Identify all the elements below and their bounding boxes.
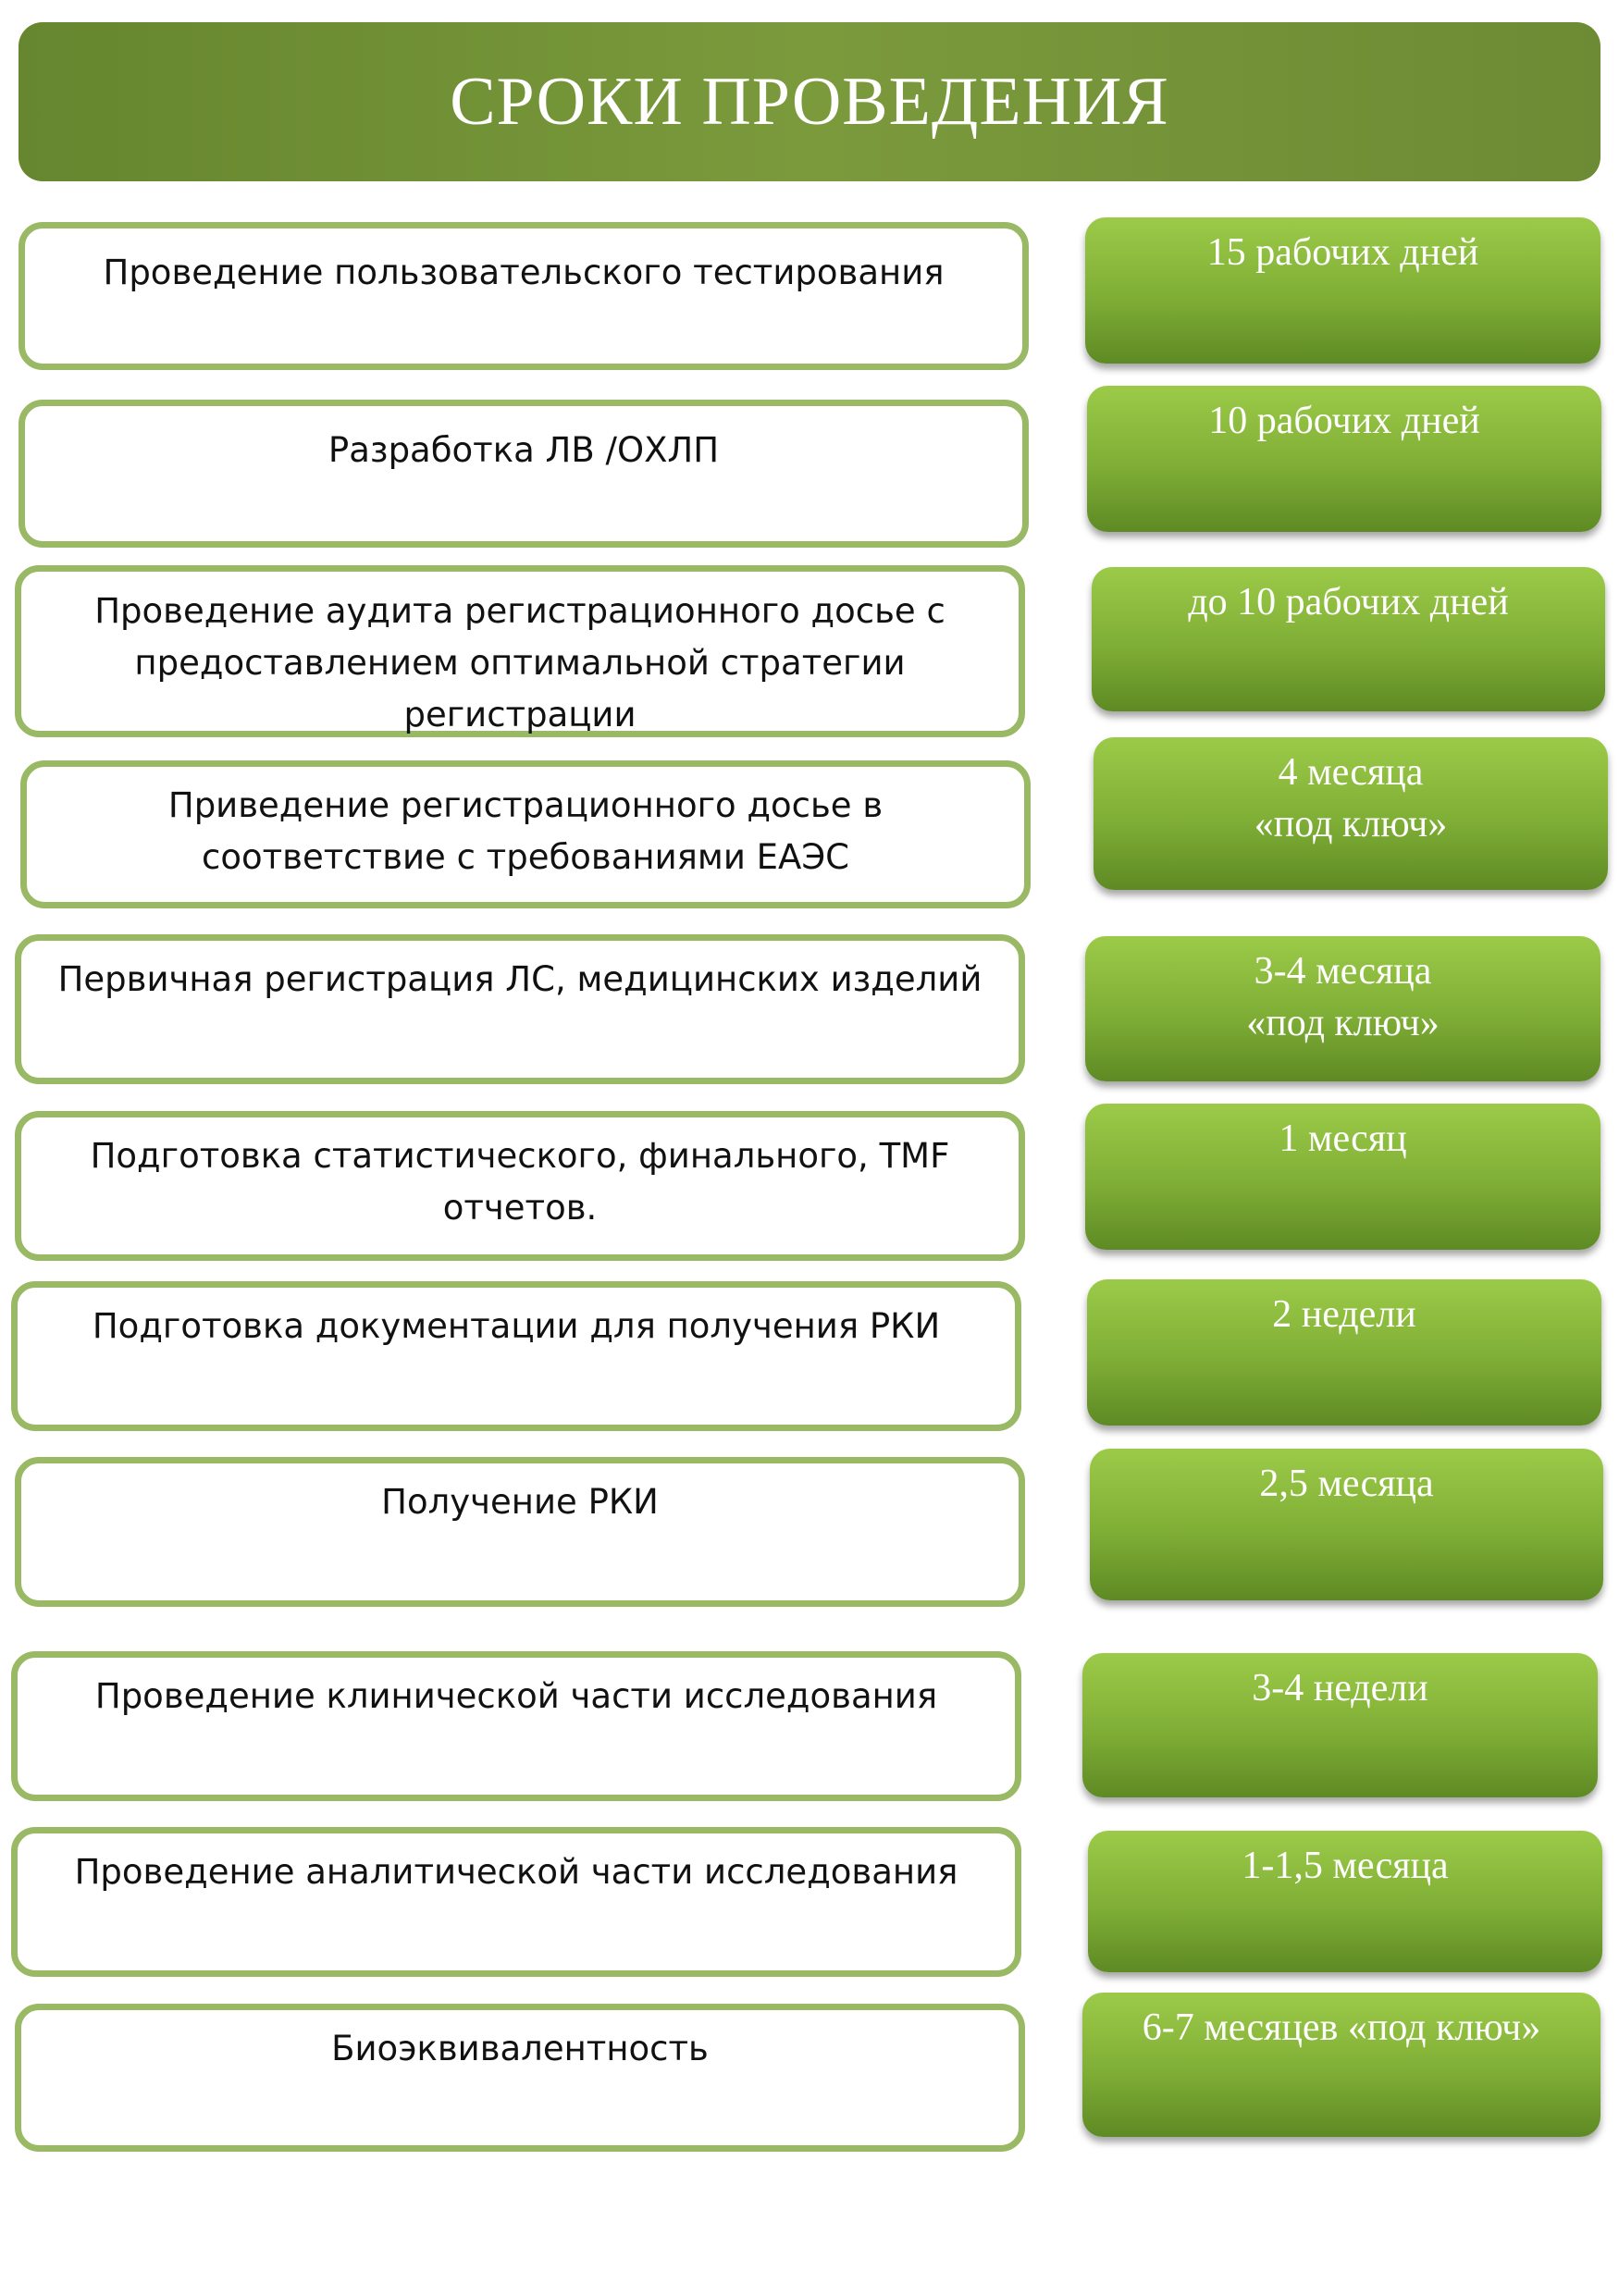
- task-label: Разработка ЛВ /ОХЛП: [328, 430, 720, 470]
- duration-badge: [1085, 217, 1600, 364]
- duration-label: 1 месяц: [1279, 1117, 1407, 1160]
- task-label: Получение РКИ: [381, 1482, 659, 1522]
- duration-label: 4 месяца «под ключ»: [1254, 751, 1448, 846]
- duration-badge: [1090, 1449, 1603, 1600]
- task-box: [11, 1651, 1021, 1801]
- task-box: [19, 400, 1029, 548]
- duration-label: 2,5 месяца: [1259, 1463, 1434, 1505]
- duration-label: 3-4 месяца «под ключ»: [1246, 950, 1440, 1044]
- task-label: Подготовка документации для получения РКИ: [92, 1306, 941, 1346]
- task-box: [15, 1111, 1025, 1261]
- task-box: [15, 934, 1025, 1084]
- duration-badge: [1082, 1993, 1600, 2137]
- duration-label: 1-1,5 месяца: [1242, 1845, 1449, 1887]
- duration-badge: [1087, 1279, 1601, 1426]
- duration-badge: [1085, 1104, 1600, 1250]
- page-title: СРОКИ ПРОВЕДЕНИЯ: [450, 63, 1169, 140]
- task-box: [15, 1457, 1025, 1607]
- duration-label: 3-4 недели: [1252, 1667, 1428, 1710]
- task-box: [15, 2004, 1025, 2152]
- duration-badge: [1087, 386, 1601, 532]
- duration-badge: [1085, 936, 1600, 1081]
- duration-badge: [1082, 1653, 1598, 1797]
- task-box: [20, 760, 1031, 908]
- task-label: Биоэквивалентность: [331, 2029, 709, 2068]
- duration-badge: [1088, 1831, 1602, 1972]
- header-banner: [19, 22, 1600, 181]
- task-label: Проведение аудита регистрационного досье с предоставлением оптимальной стратегии регистрации: [94, 591, 945, 734]
- task-label: Подготовка статистического, финального, TMF отчетов.: [90, 1136, 950, 1228]
- task-box: [11, 1281, 1021, 1431]
- duration-label: 15 рабочих дней: [1206, 231, 1479, 274]
- duration-label: 10 рабочих дней: [1208, 400, 1480, 442]
- task-box: [15, 565, 1025, 737]
- duration-badge: [1092, 567, 1605, 711]
- task-label: Проведение пользовательского тестирования: [103, 253, 945, 292]
- duration-badge: [1094, 737, 1608, 890]
- task-box: [19, 222, 1029, 370]
- task-label: Проведение аналитической части исследования: [74, 1852, 958, 1892]
- task-box: [11, 1827, 1021, 1977]
- duration-label: 6-7 месяцев «под ключ»: [1142, 2006, 1541, 2049]
- task-label: Приведение регистрационного досье в соответствие с требованиями ЕАЭС: [167, 785, 884, 877]
- duration-label: 2 недели: [1272, 1293, 1416, 1336]
- task-label: Первичная регистрация ЛС, медицинских изделий: [57, 959, 983, 999]
- task-label: Проведение клинической части исследования: [94, 1676, 938, 1716]
- duration-label: до 10 рабочих дней: [1188, 581, 1509, 623]
